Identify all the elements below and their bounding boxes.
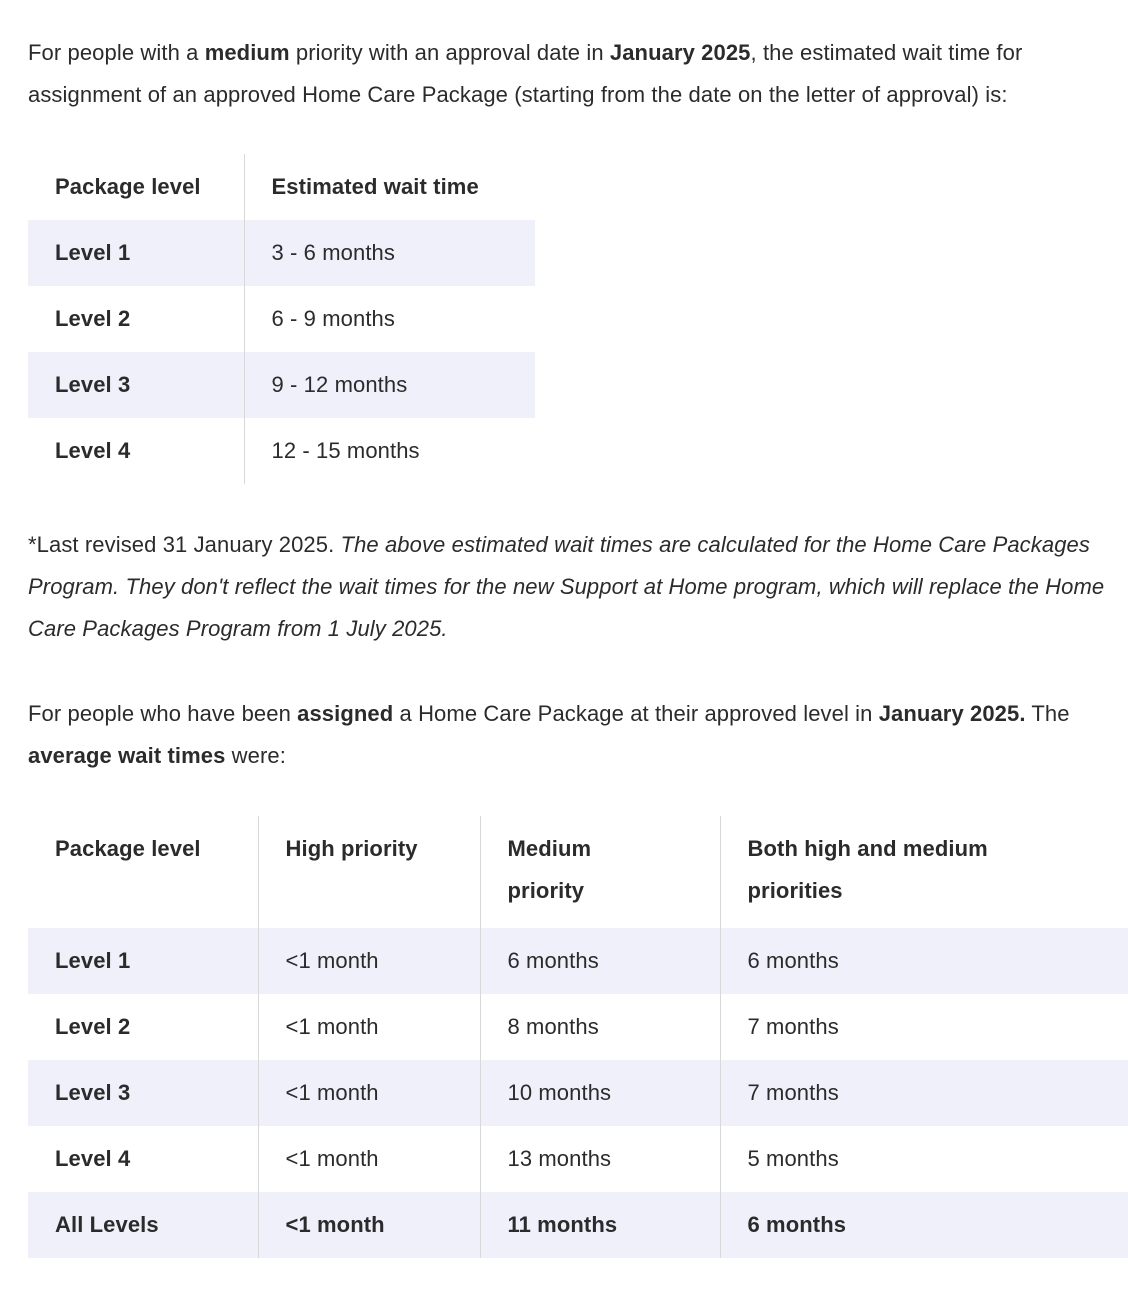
column-header xyxy=(28,816,258,928)
text-segment: were: xyxy=(225,743,286,768)
text-segment: priority with an approval date in xyxy=(289,40,610,65)
header-row xyxy=(28,154,535,220)
table-row xyxy=(28,352,535,418)
column-header-label: High priority xyxy=(285,836,418,861)
table-cell: 7 months xyxy=(720,1060,1128,1126)
text-segment: *Last revised 31 January 2025. xyxy=(28,532,341,557)
table-row xyxy=(28,1060,1128,1126)
column-header-label: Medium priority xyxy=(507,836,592,903)
intro-paragraph xyxy=(28,32,1106,116)
table-row xyxy=(28,1126,1128,1192)
text-segment: The above estimated wait times are calculated for the Home Care Packages Program. They don't reflect the wait times for the new Support at Home program, which will replace the Home Care Packages Program from 1 July 2025. xyxy=(28,532,1105,641)
table-cell: 3 - 6 months xyxy=(244,220,535,286)
table-cell: 9 - 12 months xyxy=(244,352,535,418)
text-segment: January 2025 xyxy=(609,40,751,65)
table-cell: <1 month xyxy=(258,928,480,994)
column-header-label: Estimated wait time xyxy=(271,174,479,199)
text-segment: The xyxy=(1025,701,1070,726)
column-header xyxy=(244,154,535,220)
text-segment: average wait times xyxy=(28,743,226,768)
table-cell: Level 1 xyxy=(55,948,131,973)
table-cell: Level 2 xyxy=(55,1014,131,1039)
text-segment: For people who have been xyxy=(28,701,298,726)
text-segment: For people with a xyxy=(28,40,205,65)
assigned-paragraph xyxy=(28,693,1106,777)
table-cell: 12 - 15 months xyxy=(244,418,535,484)
average-wait-table xyxy=(28,816,1128,1258)
table-row xyxy=(28,418,535,484)
table-cell: <1 month xyxy=(258,1126,480,1192)
table-row xyxy=(28,286,535,352)
column-header xyxy=(720,816,1128,928)
column-header xyxy=(28,154,244,220)
header-row xyxy=(28,816,1128,928)
text-segment: , the estimated wait time for assignment of an approved Home Care Package (starting from the date on the letter of approval) is: xyxy=(28,40,1023,107)
table-cell: <1 month xyxy=(258,1192,480,1258)
table-cell: Level 3 xyxy=(55,372,131,397)
column-header-label: Both high and medium priorities xyxy=(747,836,988,903)
table-row xyxy=(28,220,535,286)
table-cell: Level 4 xyxy=(55,1146,131,1171)
table-row xyxy=(28,1192,1128,1258)
table-row xyxy=(28,994,1128,1060)
table-cell: 5 months xyxy=(720,1126,1128,1192)
text-segment: assigned xyxy=(297,701,394,726)
estimated-wait-table xyxy=(28,154,535,484)
column-header-label: Package level xyxy=(55,836,201,861)
revision-note xyxy=(28,524,1106,650)
column-header xyxy=(480,816,720,928)
text-segment: medium xyxy=(204,40,290,65)
column-header-label: Package level xyxy=(55,174,201,199)
table-cell: 7 months xyxy=(720,994,1128,1060)
table-cell: 6 months xyxy=(720,1192,1128,1258)
text-segment: a Home Care Package at their approved level in xyxy=(393,701,879,726)
table-cell: <1 month xyxy=(258,994,480,1060)
table-cell: 10 months xyxy=(480,1060,720,1126)
table-cell: Level 3 xyxy=(55,1080,131,1105)
table-row xyxy=(28,928,1128,994)
table-cell: All Levels xyxy=(55,1212,159,1237)
table-cell: 11 months xyxy=(480,1192,720,1258)
table-cell: Level 1 xyxy=(55,240,131,265)
table-cell: 6 - 9 months xyxy=(244,286,535,352)
table-cell: Level 4 xyxy=(55,438,131,463)
table-cell: Level 2 xyxy=(55,306,131,331)
table-cell: <1 month xyxy=(258,1060,480,1126)
table-cell: 8 months xyxy=(480,994,720,1060)
table-cell: 13 months xyxy=(480,1126,720,1192)
table-cell: 6 months xyxy=(720,928,1128,994)
column-header xyxy=(258,816,480,928)
table-cell: 6 months xyxy=(480,928,720,994)
text-segment: January 2025. xyxy=(878,701,1026,726)
